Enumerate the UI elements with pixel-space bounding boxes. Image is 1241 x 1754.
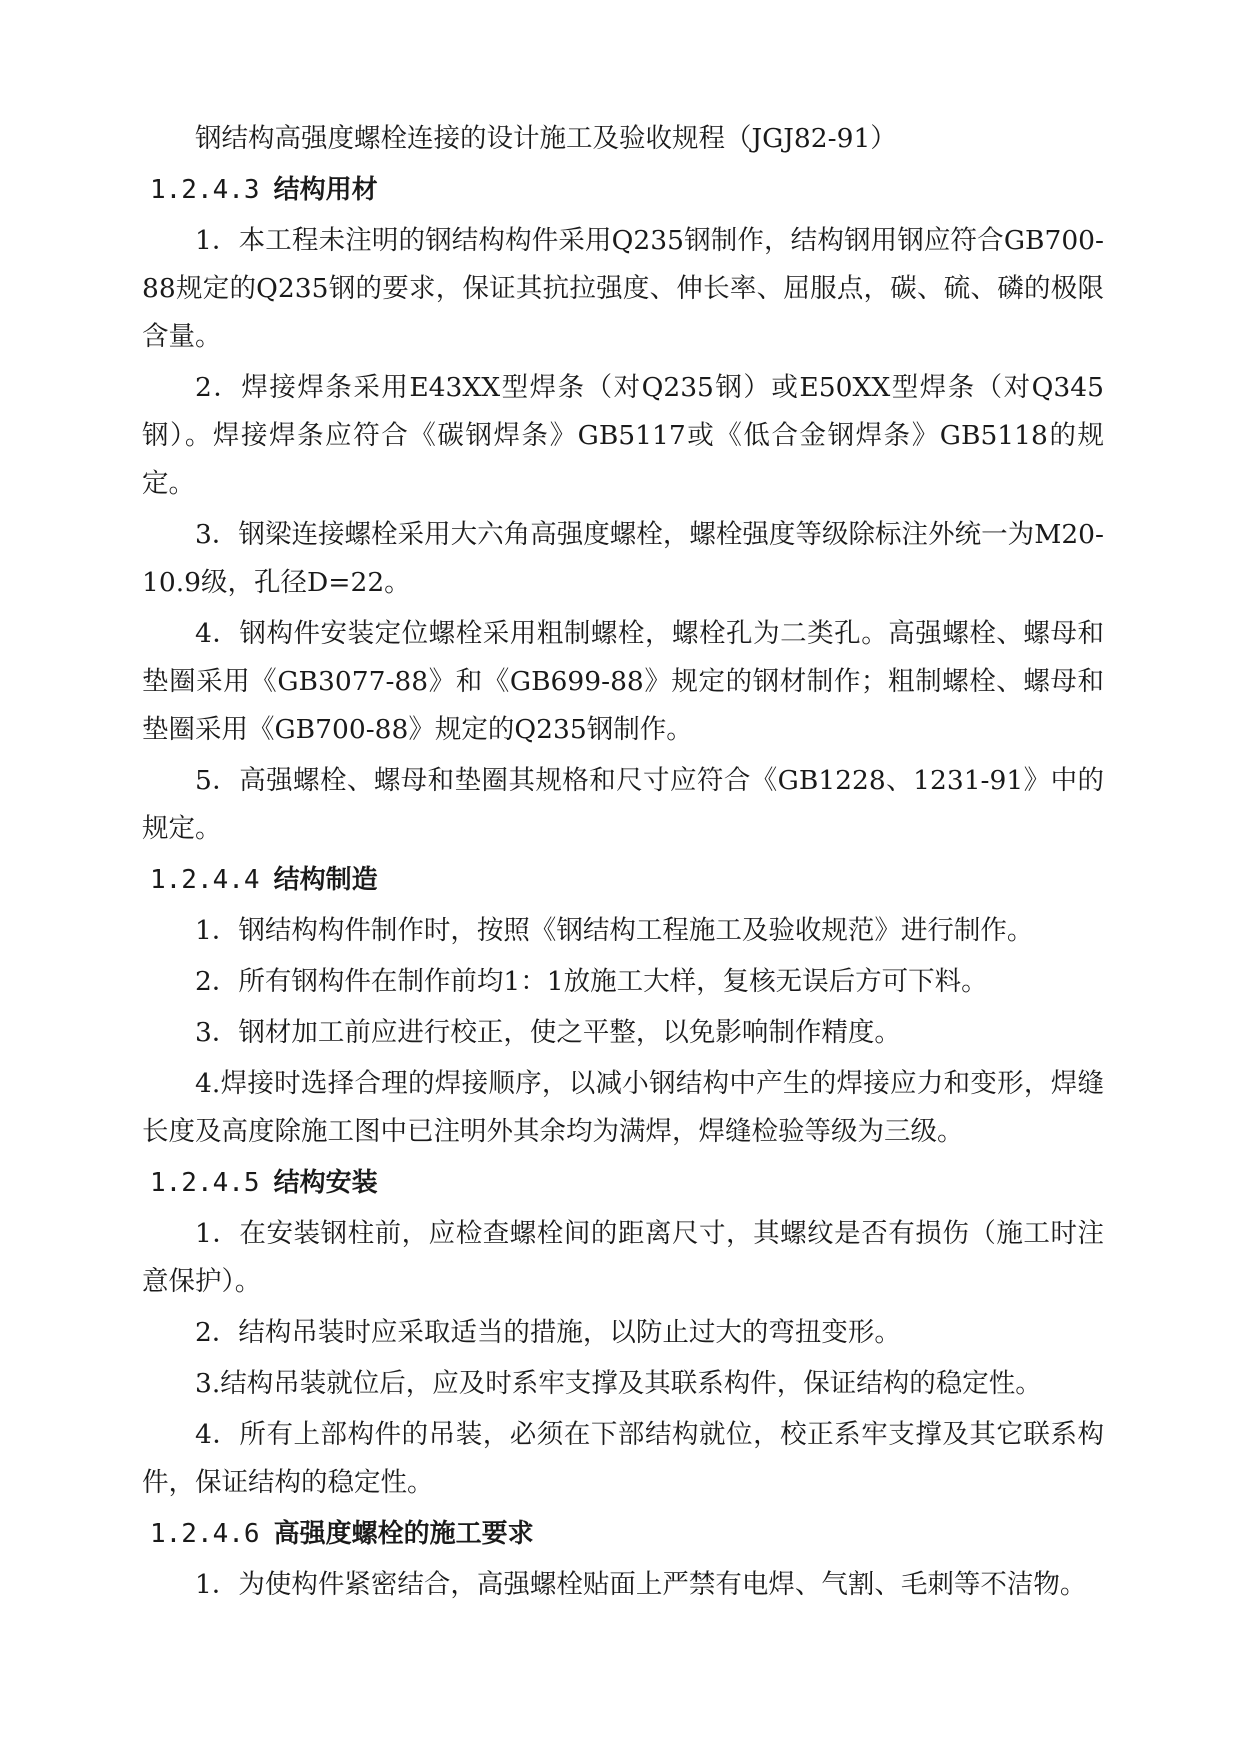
list-item: 2．所有钢构件在制作前均1：1放施工大样，复核无误后方可下料。 (195, 966, 988, 997)
list-item: 1．本工程未注明的钢结构构件采用Q235钢制作，结构钢用钢应符合GB700-88规定的Q235钢的要求，保证其抗拉强度、伸长率、屈服点，碳、硫、磷的极限含量。 (142, 225, 1104, 352)
list-item: 3．钢材加工前应进行校正，使之平整，以免影响制作精度。 (195, 1017, 901, 1048)
list-item: 3．钢梁连接螺栓采用大六角高强度螺栓，螺栓强度等级除标注外统一为M20-10.9级，孔径D=22。 (142, 519, 1104, 598)
intro-paragraph: 钢结构高强度螺栓连接的设计施工及验收规程（JGJ82-91） (195, 123, 897, 154)
section-number: 1.2.4.4 (150, 865, 260, 895)
section-title: 高强度螺栓的施工要求 (273, 1519, 534, 1549)
list-item: 1．为使构件紧密结合，高强螺栓贴面上严禁有电焊、气割、毛刺等不洁物。 (195, 1569, 1087, 1600)
section-number: 1.2.4.6 (150, 1519, 260, 1549)
list-item: 1．钢结构构件制作时，按照《钢结构工程施工及验收规范》进行制作。 (195, 915, 1034, 946)
section-structural-materials (142, 166, 1104, 853)
section-structural-fabrication (142, 856, 1104, 1156)
section-heading (142, 1159, 1104, 1207)
section-title: 结构安装 (273, 1168, 378, 1198)
section-number: 1.2.4.3 (150, 175, 260, 205)
section-heading (142, 856, 1104, 904)
section-title: 结构制造 (273, 865, 378, 895)
section-structural-installation (142, 1159, 1104, 1507)
section-title: 结构用材 (273, 175, 378, 205)
list-item: 4.焊接时选择合理的焊接顺序，以减小钢结构中产生的焊接应力和变形，焊缝长度及高度除施工图中已注明外其余均为满焊，焊缝检验等级为三级。 (142, 1068, 1104, 1147)
list-item: 2．结构吊装时应采取适当的措施，以防止过大的弯扭变形。 (195, 1317, 901, 1348)
section-heading (142, 1510, 1104, 1558)
list-item: 1．在安装钢柱前，应检查螺栓间的距离尺寸，其螺纹是否有损伤（施工时注意保护）。 (142, 1218, 1104, 1297)
list-item: 5．高强螺栓、螺母和垫圈其规格和尺寸应符合《GB1228、1231-91》中的规定。 (142, 765, 1104, 844)
section-heading (142, 166, 1104, 214)
list-item: 2．焊接焊条采用E43XX型焊条（对Q235钢）或E50XX型焊条（对Q345钢）。焊接焊条应符合《碳钢焊条》GB5117或《低合金钢焊条》GB5118的规定。 (142, 372, 1104, 499)
list-item: 4．钢构件安装定位螺栓采用粗制螺栓，螺栓孔为二类孔。高强螺栓、螺母和垫圈采用《GB3077-88》和《GB699-88》规定的钢材制作；粗制螺栓、螺母和垫圈采用《GB700-88》规定的Q235钢制作。 (142, 618, 1104, 745)
section-high-strength-bolts (142, 1510, 1104, 1609)
list-item: 3.结构吊装就位后，应及时系牢支撑及其联系构件，保证结构的稳定性。 (195, 1368, 1042, 1399)
section-number: 1.2.4.5 (150, 1168, 260, 1198)
list-item: 4．所有上部构件的吊装，必须在下部结构就位，校正系牢支撑及其它联系构件，保证结构的稳定性。 (142, 1419, 1104, 1498)
